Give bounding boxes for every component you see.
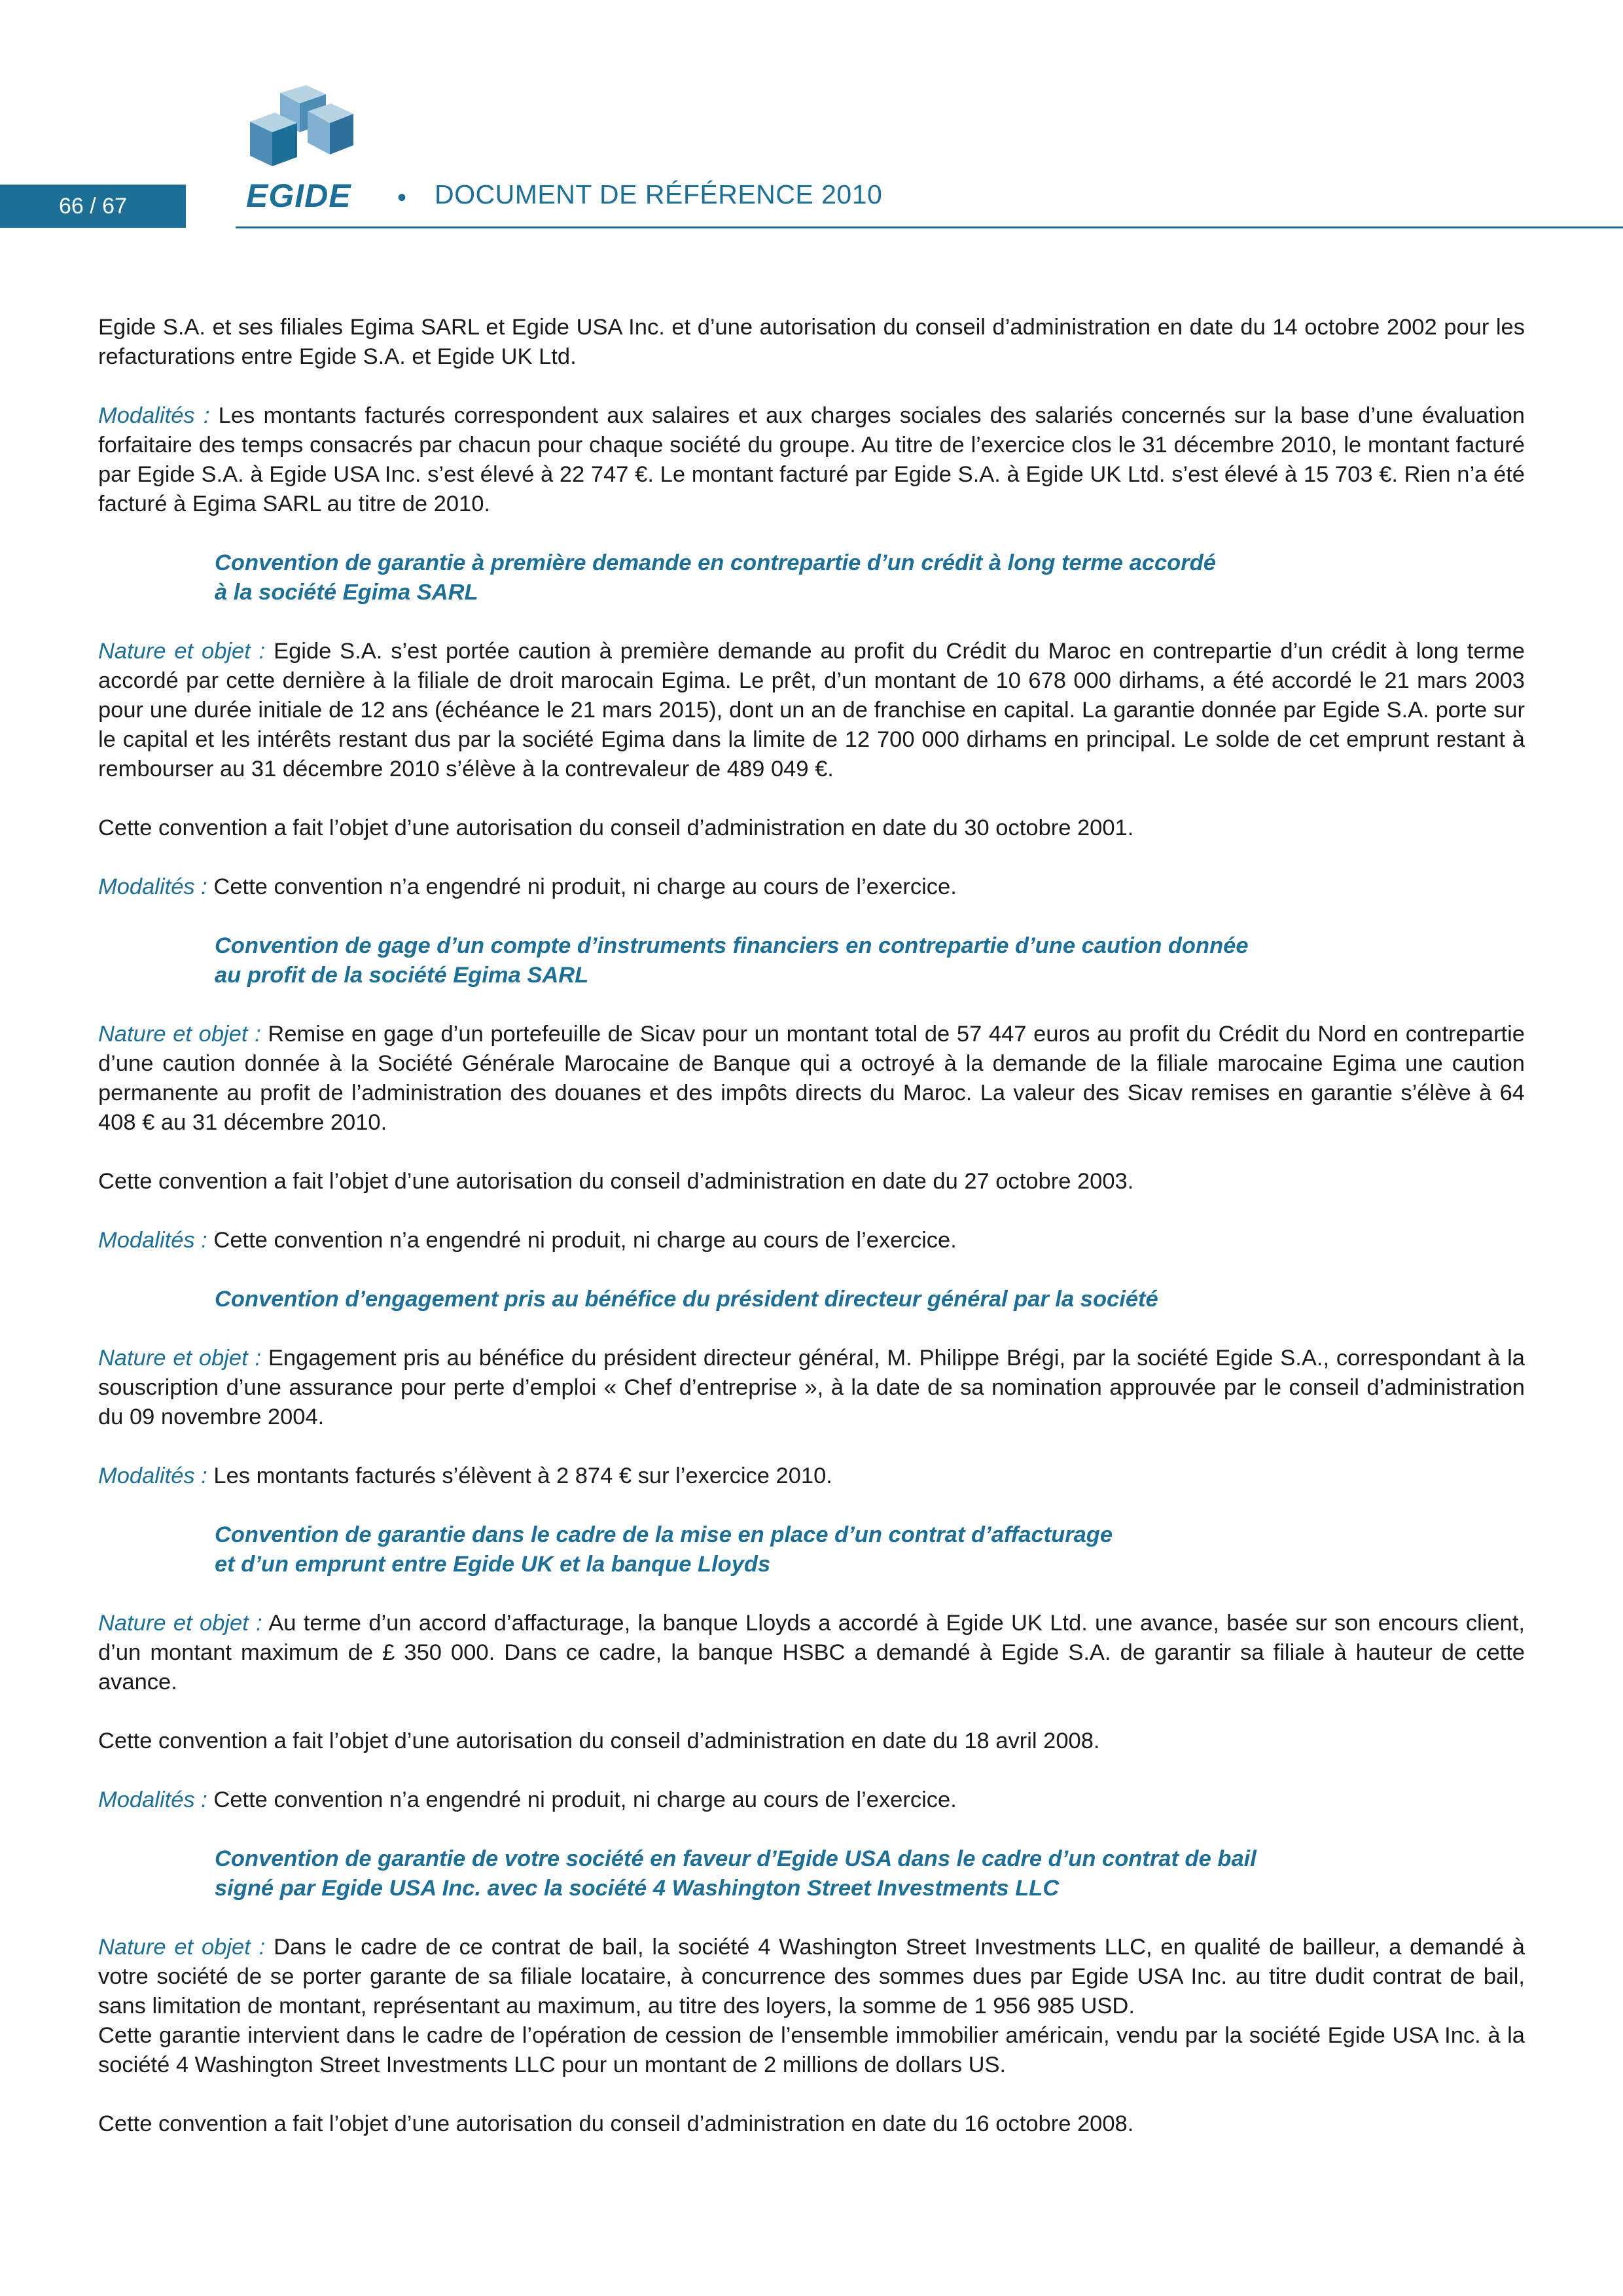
paragraph-modalites (98, 1226, 1525, 1255)
paragraph-text: Dans le cadre de ce contrat de bail, la société 4 Washington Street Investments LLC, en qualité de bailleur, a demandé à votre société de se porter garante de sa filiale locataire, à concurrence des sommes dues par Egide USA Inc. au titre dudit contrat de bail, sans limitation de montant, représentant au maximum, au titre des loyers, la somme de 1 956 985 USD. (98, 1935, 1525, 2018)
document-body (98, 313, 1525, 2139)
paragraph-text: Au terme d’un accord d’affacturage, la banque Lloyds a accordé à Egide UK Ltd. une avance, basée sur son encours client, d’un montant maximum de £ 350 000. Dans ce cadre, la banque HSBC a demandé à Egide S.A. de garantir sa filiale à hauteur de cette avance. (98, 1611, 1525, 1695)
heading-line: Convention de garantie à première demande en contrepartie d’un crédit à long terme accordé (215, 550, 1216, 575)
paragraph-text: Les montants facturés correspondent aux salaires et aux charges sociales des salariés concernés sur la base d’une évaluation forfaitaire des temps consacrés par chacun pour chaque société du groupe. Au titre de l’exercice clos le 31 décembre 2010, le montant facturé par Egide S.A. à Egide USA Inc. s’est élevé à 22 747 €. Le montant facturé par Egide S.A. à Egide UK Ltd. s’est élevé à 15 703 €. Rien n’a été facturé à Egima SARL au titre de 2010. (98, 403, 1525, 516)
paragraph-modalites (98, 401, 1525, 519)
paragraph-text: Remise en gage d’un portefeuille de Sicav pour un montant total de 57 447 euros au profit du Crédit du Nord en contrepartie d’une caution donnée à la Société Générale Marocaine de Banque qui a octroyé à la demande de la filiale marocaine Egima une caution permanente au profit de l’administration des douanes et des impôts directs du Maroc. La valeur des Sicav remises en garantie s’élève à 64 408 € au 31 décembre 2010. (98, 1022, 1525, 1135)
document-title: DOCUMENT DE RÉFÉRENCE 2010 (435, 179, 883, 209)
section-heading (215, 1844, 1458, 1903)
paragraph-label: Nature et objet : (98, 1611, 262, 1636)
paragraph-nature-objet (98, 1609, 1525, 1697)
section-heading (215, 548, 1458, 607)
heading-line: signé par Egide USA Inc. avec la société 4 Washington Street Investments LLC (215, 1876, 1060, 1901)
paragraph-nature-objet (98, 637, 1525, 784)
paragraph-label: Modalités : (98, 1787, 207, 1812)
paragraph-text: Cette convention n’a engendré ni produit, ni charge au cours de l’exercice. (207, 1228, 957, 1253)
paragraph-text: Cette convention n’a engendré ni produit, ni charge au cours de l’exercice. (207, 874, 957, 899)
section-heading (215, 1285, 1458, 1314)
paragraph-label: Modalités : (98, 403, 210, 428)
paragraph-nature-objet (98, 1020, 1525, 1138)
header-bullet: • (397, 183, 407, 212)
heading-line: Convention de gage d’un compte d’instruments financiers en contrepartie d’une caution donnée (215, 933, 1249, 958)
paragraph-modalites (98, 872, 1525, 902)
logo-wordmark: EGIDE (246, 177, 351, 214)
heading-line: à la société Egima SARL (215, 580, 478, 605)
paragraph: Egide S.A. et ses filiales Egima SARL et Egide USA Inc. et d’une autorisation du conseil d’administration en date du 14 octobre 2002 pour les refacturations entre Egide S.A. et Egide UK Ltd. (98, 315, 1525, 369)
cubes-logo-icon (242, 85, 373, 190)
section-heading (215, 931, 1458, 990)
paragraph-label: Nature et objet : (98, 639, 266, 664)
heading-line: Convention de garantie de votre société en faveur d’Egide USA dans le cadre d’un contrat de bail (215, 1846, 1257, 1871)
paragraph: Cette convention a fait l’objet d’une autorisation du conseil d’administration en date du 30 octobre 2001. (98, 816, 1134, 840)
paragraph-label: Nature et objet : (98, 1935, 266, 1960)
heading-line: Convention de garantie dans le cadre de la mise en place d’un contrat d’affacturage (215, 1522, 1113, 1547)
paragraph-text: Engagement pris au bénéfice du président directeur général, M. Philippe Brégi, par la société Egide S.A., correspondant à la souscription d’une assurance pour perte d’emploi « Chef d’entreprise », à la date de sa nomination approuvée par le conseil d’administration du 09 novembre 2004. (98, 1346, 1525, 1429)
paragraph-modalites (98, 1462, 1525, 1491)
paragraph-modalites (98, 1785, 1525, 1815)
paragraph: Cette garantie intervient dans le cadre de l’opération de cession de l’ensemble immobilier américain, vendu par la société Egide USA Inc. à la société 4 Washington Street Investments LLC pour un montant de 2 millions de dollars US. (98, 2023, 1525, 2077)
page-indicator: 66 / 67 (0, 185, 186, 228)
paragraph-label: Modalités : (98, 1228, 207, 1253)
paragraph: Cette convention a fait l’objet d’une autorisation du conseil d’administration en date du 27 octobre 2003. (98, 1169, 1134, 1194)
paragraph: Cette convention a fait l’objet d’une autorisation du conseil d’administration en date du 16 octobre 2008. (98, 2111, 1134, 2136)
header-divider (236, 226, 1623, 228)
heading-line: et d’un emprunt entre Egide UK et la banque Lloyds (215, 1552, 771, 1577)
paragraph-nature-objet (98, 1933, 1525, 2021)
paragraph-label: Nature et objet : (98, 1022, 261, 1047)
paragraph-text: Egide S.A. s’est portée caution à première demande au profit du Crédit du Maroc en contrepartie d’un crédit à long terme accordé par cette dernière à la filiale de droit marocain Egima. Le prêt, d’un montant de 10 678 000 dirhams, a été accordé le 21 mars 2003 pour une durée initiale de 12 ans (échéance le 21 mars 2015), dont un an de franchise en capital. La garantie donnée par Egide S.A. porte sur le capital et les intérêts restant dus par la société Egima dans la limite de 12 700 000 dirhams en principal. Le solde de cet emprunt restant à rembourser au 31 décembre 2010 s’élève à la contrevaleur de 489 049 €. (98, 639, 1525, 781)
heading-line: au profit de la société Egima SARL (215, 963, 589, 988)
paragraph-text: Les montants facturés s’élèvent à 2 874 € sur l’exercice 2010. (207, 1463, 832, 1488)
paragraph: Cette convention a fait l’objet d’une autorisation du conseil d’administration en date du 18 avril 2008. (98, 1729, 1100, 1753)
section-heading (215, 1520, 1458, 1579)
paragraph-label: Nature et objet : (98, 1346, 262, 1371)
paragraph-label: Modalités : (98, 874, 207, 899)
heading-line: Convention d’engagement pris au bénéfice du président directeur général par la société (215, 1287, 1158, 1312)
paragraph-nature-objet (98, 1344, 1525, 1432)
paragraph-text: Cette convention n’a engendré ni produit, ni charge au cours de l’exercice. (207, 1787, 957, 1812)
paragraph-label: Modalités : (98, 1463, 207, 1488)
